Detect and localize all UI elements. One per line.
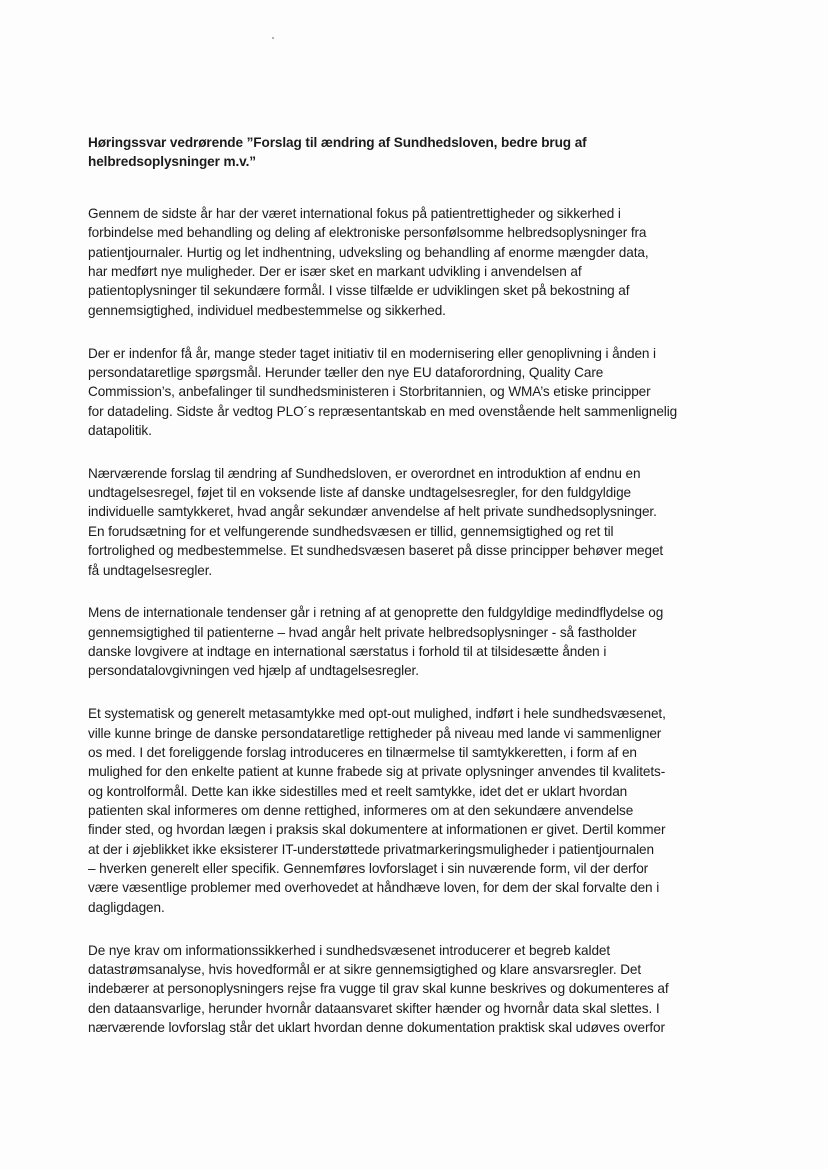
text-line: Nærværende forslag til ændring af Sundhedsloven, er overordnet en introduktion af endnu en	[88, 465, 641, 481]
text-line: datastrømsanalyse, hvis hovedformål er at sikre gennemsigtighed og klare ansvarsregler. Det	[88, 961, 642, 977]
text-line: En forudsætning for et velfungerende sundhedsvæsen er tillid, gennemsigtighed og ret til	[88, 523, 614, 539]
text-line: gennemsigtighed, individuel medbestemmelse og sikkerhed.	[88, 302, 446, 318]
paragraph-5	[88, 704, 740, 917]
text-line: persondataretlige spørgsmål. Herunder tæller den nye EU dataforordning, Quality Care	[88, 364, 604, 380]
text-line: mulighed for den enkelte patient at kunne frabede sig at private oplysninger anvendes til kvalitets-	[88, 764, 666, 780]
text-line: få undtagelsesregler.	[88, 562, 213, 578]
text-line: for datadeling. Sidste år vedtog PLO´s repræsentantskab en med ovenstående helt sammenlignelig	[88, 403, 678, 419]
text-line: fortrolighed og medbestemmelse. Et sundhedsvæsen baseret på disse principper behøver meget	[88, 543, 664, 559]
text-line: persondatalovgivningen ved hjælp af undtagelsesregler.	[88, 663, 419, 679]
text-line: Commission’s, anbefalinger til sundhedsministeren i Storbritannien, og WMA’s etiske principper	[88, 384, 651, 400]
text-line: indebærer at personoplysningers rejse fra vugge til grav skal kunne beskrives og dokumenteres af	[88, 981, 669, 997]
text-line: undtagelsesregel, føjet til en voksende liste af danske undtagelsesregler, for den fuldgyldige	[88, 485, 632, 501]
text-line: datapolitik.	[88, 422, 152, 438]
paragraph-1	[88, 204, 740, 320]
paragraph-3	[88, 464, 740, 580]
text-line: gennemsigtighed til patienterne – hvad angår helt private helbredsoplysninger - så fastholder	[88, 624, 637, 640]
text-line: ville kunne bringe de danske persondataretlige rettigheder på niveau med lande vi sammenligner	[88, 725, 662, 741]
text-line: patientoplysninger til sekundære formål. I visse tilfælde er udviklingen sket på bekostning af	[88, 283, 630, 299]
text-line: og kontrolformål. Dette kan ikke sidestilles med et reelt samtykke, idet det er uklart hvordan	[88, 783, 628, 799]
text-line: Der er indenfor få år, mange steder taget initiativ til en modernisering eller genoplivning i ånden i	[88, 345, 656, 361]
document-title	[88, 133, 740, 171]
text-line: Et systematisk og generelt metasamtykke med opt-out mulighed, indført i hele sundhedsvæsenet,	[88, 706, 666, 722]
text-line: patientjournaler. Hurtig og let indhentning, udveksling og behandling af enorme mængder data,	[88, 244, 649, 260]
paragraph-6	[88, 941, 740, 1038]
text-line: finder sted, og hvordan lægen i praksis skal dokumentere at informationen er givet. Dertil kommer	[88, 822, 666, 838]
text-line: patienten skal informeres om denne rettighed, informeres om at den sekundære anvendelse	[88, 802, 634, 818]
text-line: individuelle samtykkeret, hvad angår sekundær anvendelse af helt private sundhedsoplysninger.	[88, 504, 657, 520]
text-line: den dataansvarlige, herunder hvornår dataansvaret skifter hænder og hvornår data skal slettes. I	[88, 1000, 660, 1016]
text-line: nærværende lovforslag står det uklart hvordan denne dokumentation praktisk skal udøves overfor	[88, 1019, 665, 1035]
text-line: – hverken generelt eller specifik. Gennemføres lovforslaget i sin nuværende form, vil der derfor	[88, 860, 649, 876]
text-line: Gennem de sidste år har der været international fokus på patientrettigheder og sikkerhed i	[88, 206, 621, 221]
text-line: forbindelse med behandling og deling af elektroniske personfølsomme helbredsoplysninger fra	[88, 225, 647, 241]
text-line: være væsentlige problemer med overhovedet at håndhæve loven, for dem der skal forvalte den i	[88, 880, 660, 896]
paragraph-4	[88, 603, 740, 680]
document-body	[88, 133, 740, 1061]
text-line: har medført nye muligheder. Der er især sket en markant udvikling i anvendelsen af	[88, 264, 582, 280]
text-line: Mens de internationale tendenser går i retning af at genoprette den fuldgyldige medindflydelse og	[88, 605, 664, 621]
paragraph-2	[88, 344, 740, 441]
text-line: os med. I det foreliggende forslag introduceres en tilnærmelse til samtykkeretten, i form af en	[88, 744, 637, 760]
text-line: De nye krav om informationssikkerhed i sundhedsvæsenet introducerer et begreb kaldet	[88, 942, 611, 958]
text-line: danske lovgivere at indtage en international særstatus i forhold til at tilsidesætte ånden i	[88, 644, 607, 660]
title-line: Høringssvar vedrørende ”Forslag til ændring af Sundhedsloven, bedre brug af	[88, 135, 587, 150]
title-line: helbredsoplysninger m.v.”	[88, 154, 256, 169]
scan-speck	[272, 37, 274, 39]
text-line: dagligdagen.	[88, 899, 165, 915]
text-line: at der i øjeblikket ikke eksisterer IT-understøttede privatmarkeringsmuligheder i patientjournalen	[88, 841, 654, 857]
